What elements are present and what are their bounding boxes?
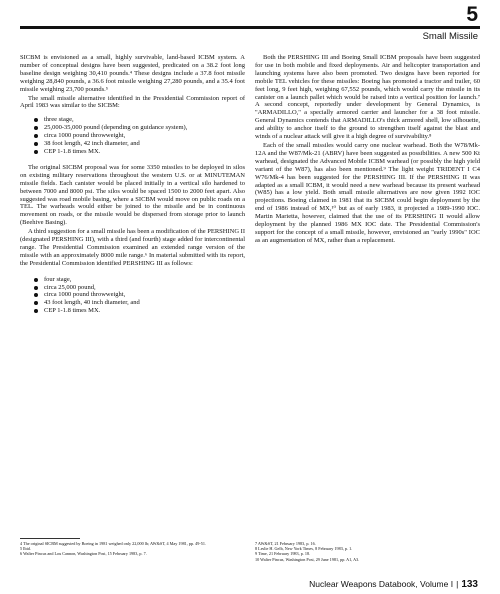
- bullet-list-pershing: [20, 276, 245, 316]
- paragraph: Each of the small missiles would carry one nuclear warhead. Both the W78/Mk-12A and the W87/Mk-21 (ABRV) have been suggested as possibilities. A new 500 Kt warhead, designated the Advanced Mobile ICBM warhead (or possibly the high yield variant of the W87), has also been mentioned.⁹ The light weight TRIDENT I C4 W76/Mk-4 has been suggested for the PERSHING III. If the PERSHING II was adapted as a small ICBM, it would need a new warhead because its present warhead (W85) has a low yield. Both small missile alternatives are now given 1992 IOC projections. Boeing claimed in 1981 that its SICBM could begin deployment by the end of 1986 instead of MX,¹⁰ but as of early 1983, it projected a 1989-1990 IOC. Martin Marietta, however, claimed that the use of its PERSHING II would allow deployment by the planned 1986 MX IOC date. The Presidential Commission's support for the concept of a small missile, however, envisioned an "early 1990s" IOC as an augmentation of MX, rather than a replacement.: [255, 141, 480, 244]
- page-footer: [309, 578, 478, 591]
- bullet-icon: [34, 286, 38, 290]
- paragraph: The original SICBM proposal was for some 3350 missiles to be deployed in silos on existing military reservations throughout the western U.S. or at MINUTEMAN missile fields. Each canister would be placed initially in a vertical silo hardened to between 7000 and 8000 psi. The silos would be spaced 1500 to 2000 feet apart. Also suggested was road mobile basing, where a SICBM would move on public roads on a TEL. The warheads would either be joined to the missile and be in continuous movement on roads, or the missile would be dispersed from storage prior to launch (Beehive Basing).: [20, 163, 245, 227]
- list-item: 38 foot length, 42 inch diameter, and: [34, 140, 245, 148]
- bullet-icon: [34, 309, 38, 313]
- footnote: 6 Walter Pincus and Lou Cannon, Washington Post, 15 February 1983, p. 7.: [20, 551, 147, 557]
- list-item: circa 1000 pound throwweight,: [34, 291, 245, 299]
- footer-separator: |: [456, 579, 459, 589]
- list-item: 25,000-35,000 pound (depending on guidance system),: [34, 124, 245, 132]
- paragraph: SICBM is envisioned as a small, highly survivable, land-based ICBM system. A number of conceptual designs have been suggested, predicated on a 38.2 foot long baseline design weighing 30,410 pounds.⁴ These designs include a 37.8 foot missile weighing 28,840 pounds, a 36.6 foot missile weighing 27,280 pounds, and a 35.4 foot missile weighing 23,700 pounds.⁵: [20, 54, 245, 93]
- footnote: 5 Ibid.: [20, 546, 31, 552]
- list-item: circa 1000 pound throwweight,: [34, 132, 245, 140]
- bullet-icon: [34, 278, 38, 282]
- chapter-number: 5: [466, 3, 478, 26]
- header-rule: [20, 26, 480, 29]
- bullet-icon: [34, 293, 38, 297]
- paragraph: The small missile alternative identified in the Presidential Commission report of April 1983 was similar to the SICBM:: [20, 94, 245, 110]
- left-column: [20, 54, 245, 323]
- list-item: 43 foot length, 40 inch diameter, and: [34, 299, 245, 307]
- right-column: [255, 54, 480, 246]
- footnotes-right: [255, 541, 480, 562]
- list-item: CEP 1-1.8 times MX.: [34, 307, 245, 315]
- paragraph: A third suggestion for a small missile has been a modification of the PERSHING II (designated PERSHING III), with a third (and fourth) stage added for intercontinental range. The Presidential Commission examined an extended range version of the missile with an approximately 8000 mile range.⁶ In material submitted with its report, the Presidential Commission identified PERSHING III as follows:: [20, 228, 245, 267]
- bullet-icon: [34, 150, 38, 154]
- book-title: Nuclear Weapons Databook, Volume I: [309, 579, 454, 589]
- bullet-icon: [34, 134, 38, 138]
- list-item: four stage,: [34, 276, 245, 284]
- list-item: CEP 1-1.8 times MX.: [34, 148, 245, 156]
- footnote: 8 Leslie H. Gelb, New York Times, 8 February 1983, p. 1.: [255, 546, 353, 552]
- bullet-icon: [34, 118, 38, 122]
- footnote: 9 Time, 21 February 1983, p. 18.: [255, 551, 311, 557]
- footnotes-left: [20, 541, 245, 557]
- page-number: 133: [461, 579, 478, 590]
- list-item: three stage,: [34, 116, 245, 124]
- bullet-list-sicbm: [20, 116, 245, 156]
- bullet-icon: [34, 126, 38, 130]
- footnote-rule: [20, 538, 80, 539]
- footnote: 7 AW&ST, 21 February 1983, p. 16.: [255, 541, 316, 546]
- paragraph: Both the PERSHING III and Boeing Small ICBM proposals have been suggested for use in both mobile and fixed deployments. Air and helicopter transportation and launching systems have also been promoted. Two designs have been reported for mobile TEL vehicles for these missiles: Boeing has promoted a tractor and trailer, 60 feet long, 9 feet high, weighing 67,552 pounds, which would carry the missile in its canister on a launch pallet which would be raised into a vertical position for launch.⁷ A second concept, reportedly under development by General Dynamics, is "ARMADILLO," a specially armored carrier and launcher for a 38 foot missile. General Dynamics contends that ARMADILLO's thick armored shell, low silhouette, and ability to anchor itself to the ground to strengthen itself against the blast and winds of a nuclear attack will give it a high degree of survivability.⁸: [255, 54, 480, 141]
- running-head: Small Missile: [422, 31, 478, 42]
- footnote: 10 Walter Pincus, Washington Post, 29 June 1981, pp. A1, A3.: [255, 556, 360, 562]
- bullet-icon: [34, 142, 38, 146]
- bullet-icon: [34, 301, 38, 305]
- list-item: circa 25,000 pound,: [34, 284, 245, 292]
- footnote: 4 The original SICBM suggested by Boeing in 1981 weighed only 22,000 lb; AW&ST, 4 May 1981, pp. 49-51.: [20, 541, 206, 546]
